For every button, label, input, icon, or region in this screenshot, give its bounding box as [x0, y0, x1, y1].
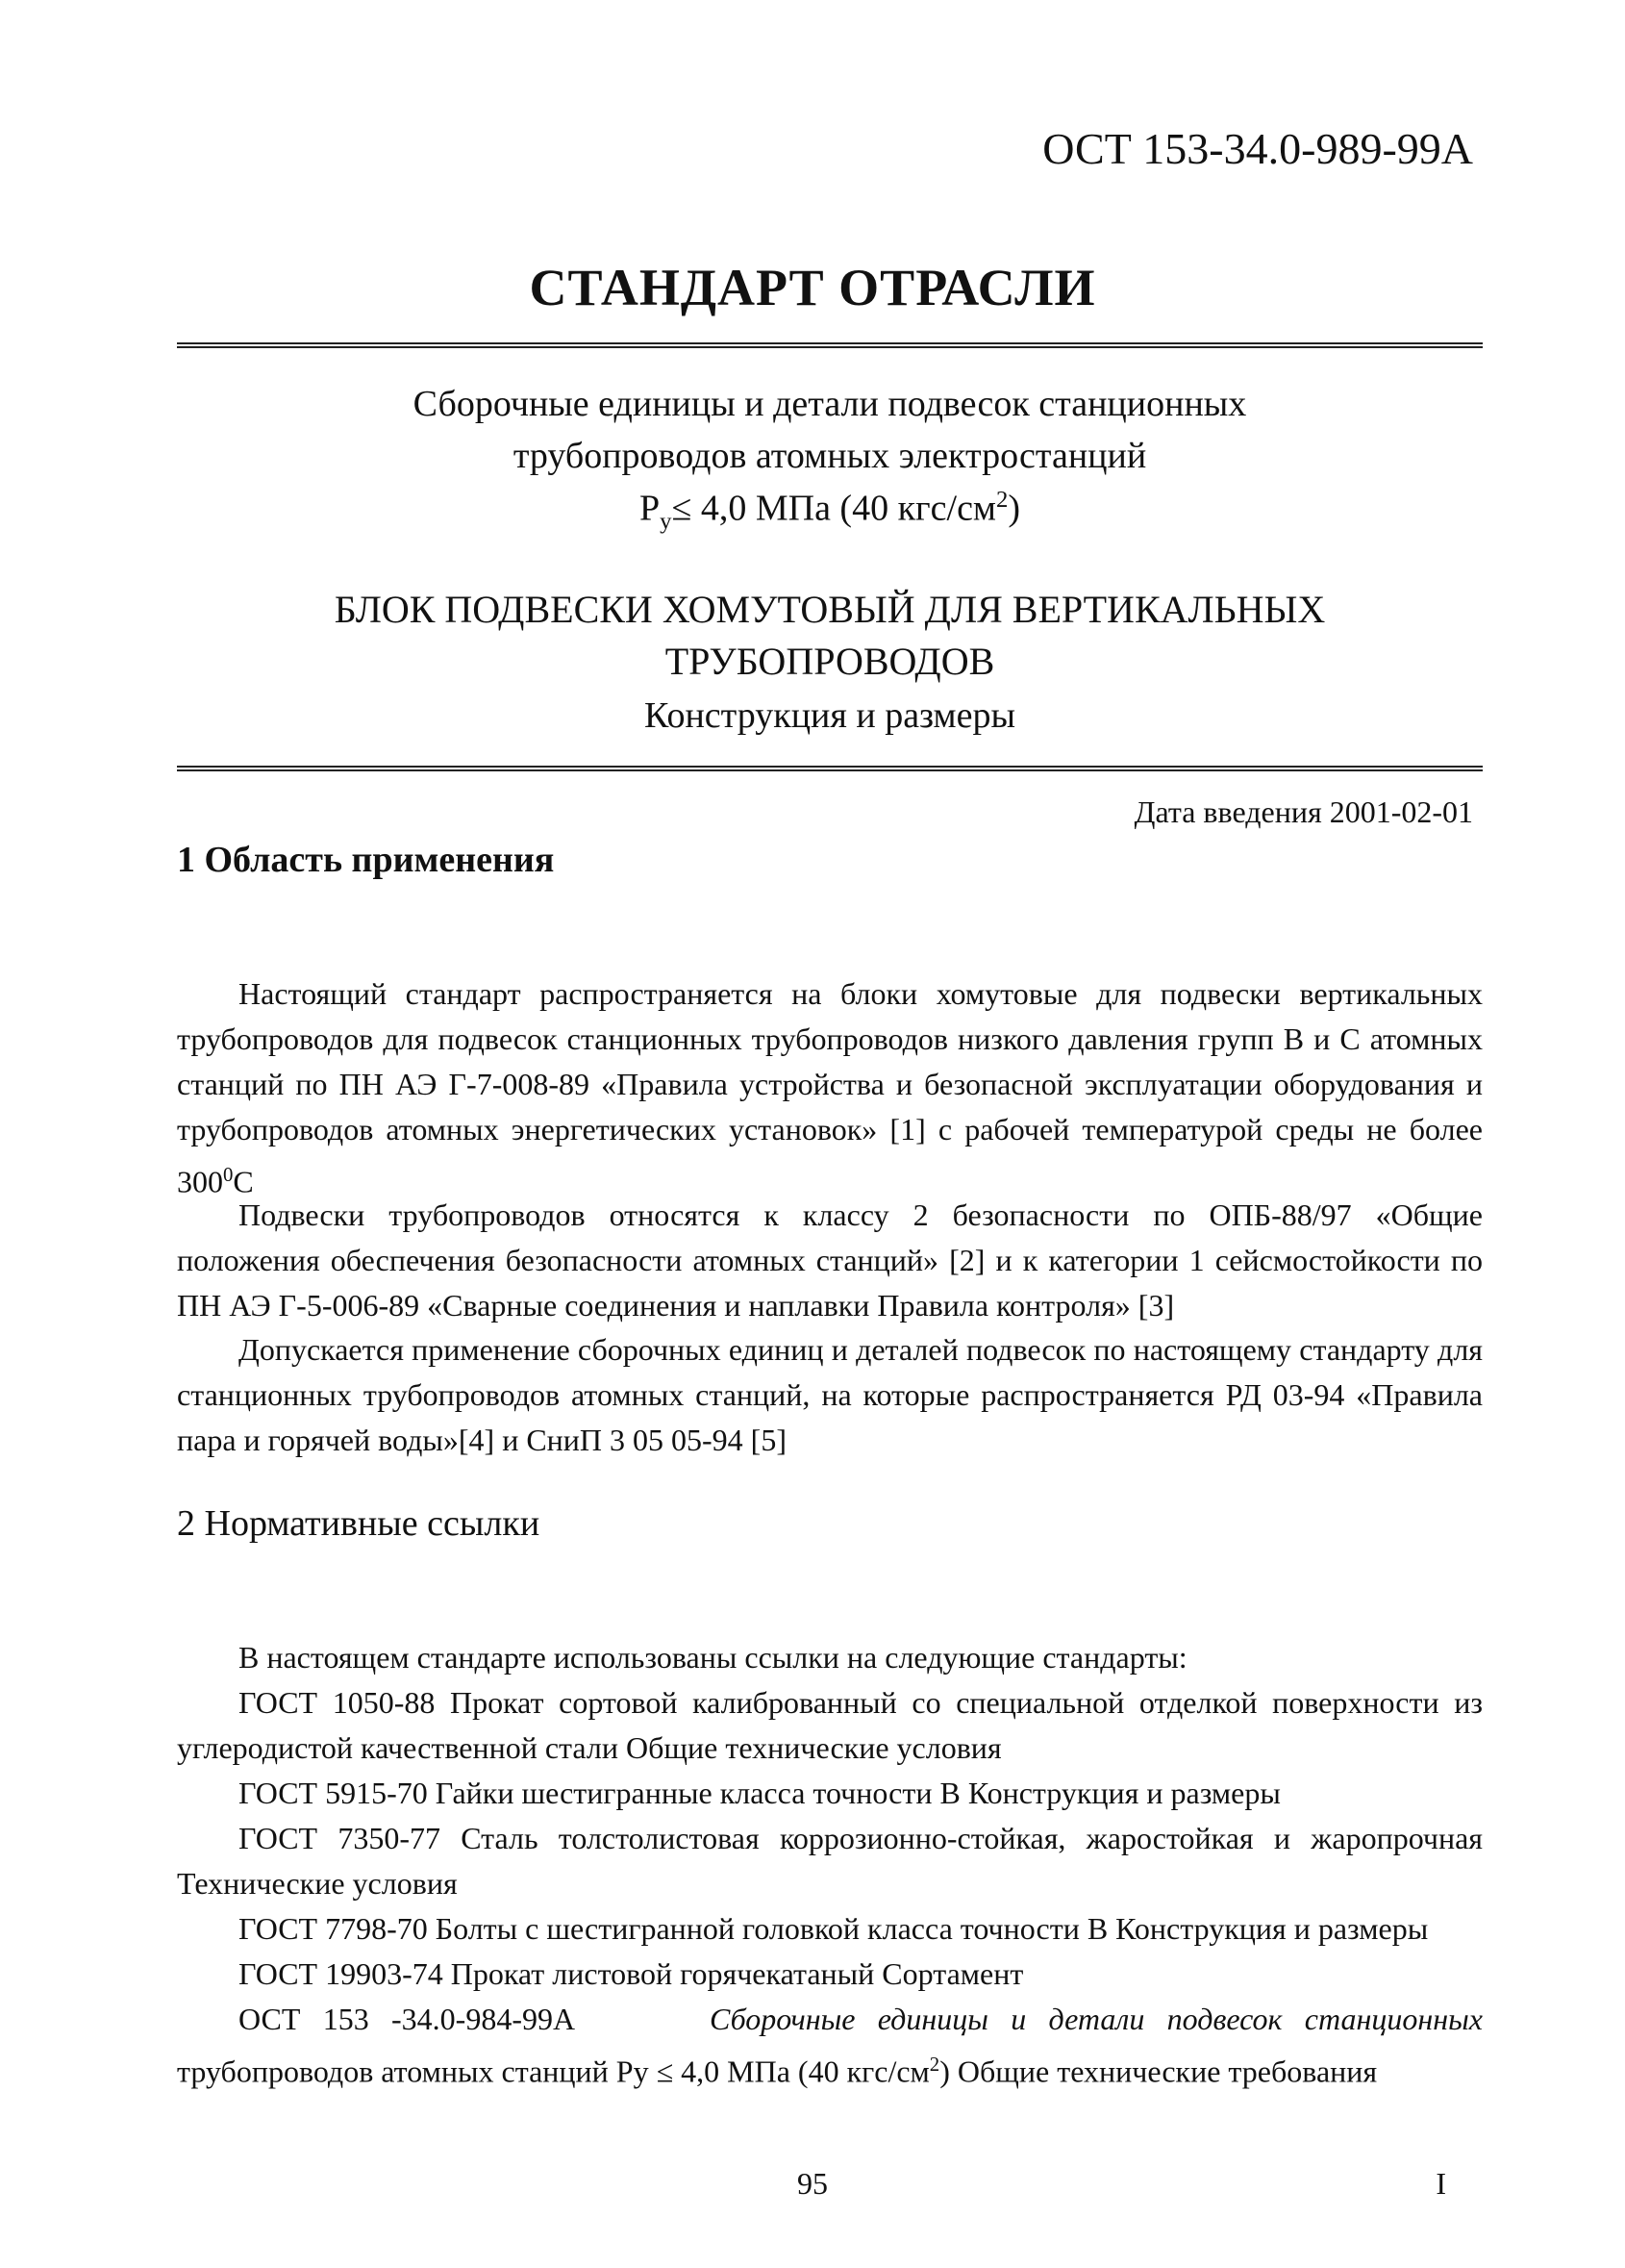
pressure-superscript: 2	[995, 487, 1009, 513]
subtitle-line-3	[177, 487, 1483, 535]
reference-end: ) Общие технические требования	[939, 2054, 1378, 2089]
reference-item: ГОСТ 1050-88 Прокат сортовой калиброванный со специальной отделкой поверхности из углеродистой качественной стали Общие технические условия	[177, 1685, 1483, 1765]
paragraph-1-text: Настоящий стандарт распространяется на блоки хомутовые для подвески вертикальных трубопроводов для подвесок станционных трубопроводов низкого давления групп В и С атомных станций по ПН АЭ Г-7-008-89 «Правила устройства и безопасной эксплуатации оборудования и трубопроводов атомных энергетических установок» [1] с рабочей температурой среды не более 300	[177, 976, 1483, 1199]
section-1-paragraph-1	[177, 971, 1483, 1205]
reference-item: ГОСТ 7798-70 Болты с шестигранной головкой класса точности В Конструкция и размеры	[238, 1911, 1429, 1946]
standard-title: СТАНДАРТ ОТРАСЛИ	[529, 259, 1096, 316]
block-title-line-3: Конструкция и размеры	[644, 695, 1015, 736]
pressure-value: ≤ 4,0 МПа (40 кгс/см	[671, 488, 996, 529]
reference-item-last	[177, 1997, 1483, 2095]
pressure-symbol: Р	[639, 488, 661, 529]
bottom-divider	[177, 766, 1483, 771]
block-title-line-1: БЛОК ПОДВЕСКИ ХОМУТОВЫЙ ДЛЯ ВЕРТИКАЛЬНЫХ	[334, 588, 1326, 631]
document-code: ОСТ 153-34.0-989-99А	[1042, 124, 1473, 173]
reference-superscript: 2	[929, 2054, 940, 2076]
subtitle-line-1: Сборочные единицы и детали подвесок станционных	[412, 384, 1247, 424]
degree-superscript: 0	[223, 1164, 234, 1186]
references-intro: В настоящем стандарте использованы ссылки на следующие стандарты:	[238, 1640, 1188, 1675]
page-number: 95	[797, 2166, 828, 2201]
reference-item: ГОСТ 19903-74 Прокат листовой горячекатаный Сортамент	[238, 1956, 1024, 1991]
section-1-paragraph-3: Допускается применение сборочных единиц и деталей подвесок по настоящему стандарту для станционных трубопроводов атомных станций, на которые распространяется РД 03-94 «Правила пара и горячей воды»[4] и СниП 3 05 05-94 [5]	[177, 1332, 1483, 1457]
normative-references	[177, 1635, 1483, 2095]
introduction-date: Дата введения 2001-02-01	[1134, 794, 1473, 829]
section-1-paragraph-2: Подвески трубопроводов относятся к классу 2 безопасности по ОПБ-88/97 «Общие положения обеспечения безопасности атомных станций» [2] и к категории 1 сейсмостойкости по ПН АЭ Г-5-006-89 «Сварные соединения и наплавки Правила контроля» [3]	[177, 1197, 1483, 1323]
pressure-subscript: у	[660, 508, 672, 535]
top-divider	[177, 342, 1483, 348]
page-mark: I	[1436, 2166, 1446, 2201]
reference-item: ГОСТ 5915-70 Гайки шестигранные класса точности В Конструкция и размеры	[238, 1776, 1281, 1810]
paragraph-1-end: С	[233, 1164, 254, 1199]
reference-item: ГОСТ 7350-77 Сталь толстолистовая коррозионно-стойкая, жаростойкая и жаропрочная Технические условия	[177, 1821, 1483, 1901]
block-title-line-2: ТРУБОПРОВОДОВ	[664, 640, 995, 683]
section-2-heading: 2 Нормативные ссылки	[177, 1503, 540, 1544]
subtitle-line-2: трубопроводов атомных электростанций	[512, 436, 1147, 476]
pressure-close: )	[1008, 488, 1020, 529]
reference-code: ОСТ 153 -34.0-984-99А	[238, 2002, 576, 2036]
section-1-heading: 1 Область применения	[177, 840, 555, 880]
reference-italic-title: Сборочные единицы и детали подвесок станционных	[710, 2002, 1484, 2036]
reference-text: трубопроводов атомных станций Ру ≤ 4,0 МПа (40 кгс/см	[177, 2054, 930, 2089]
